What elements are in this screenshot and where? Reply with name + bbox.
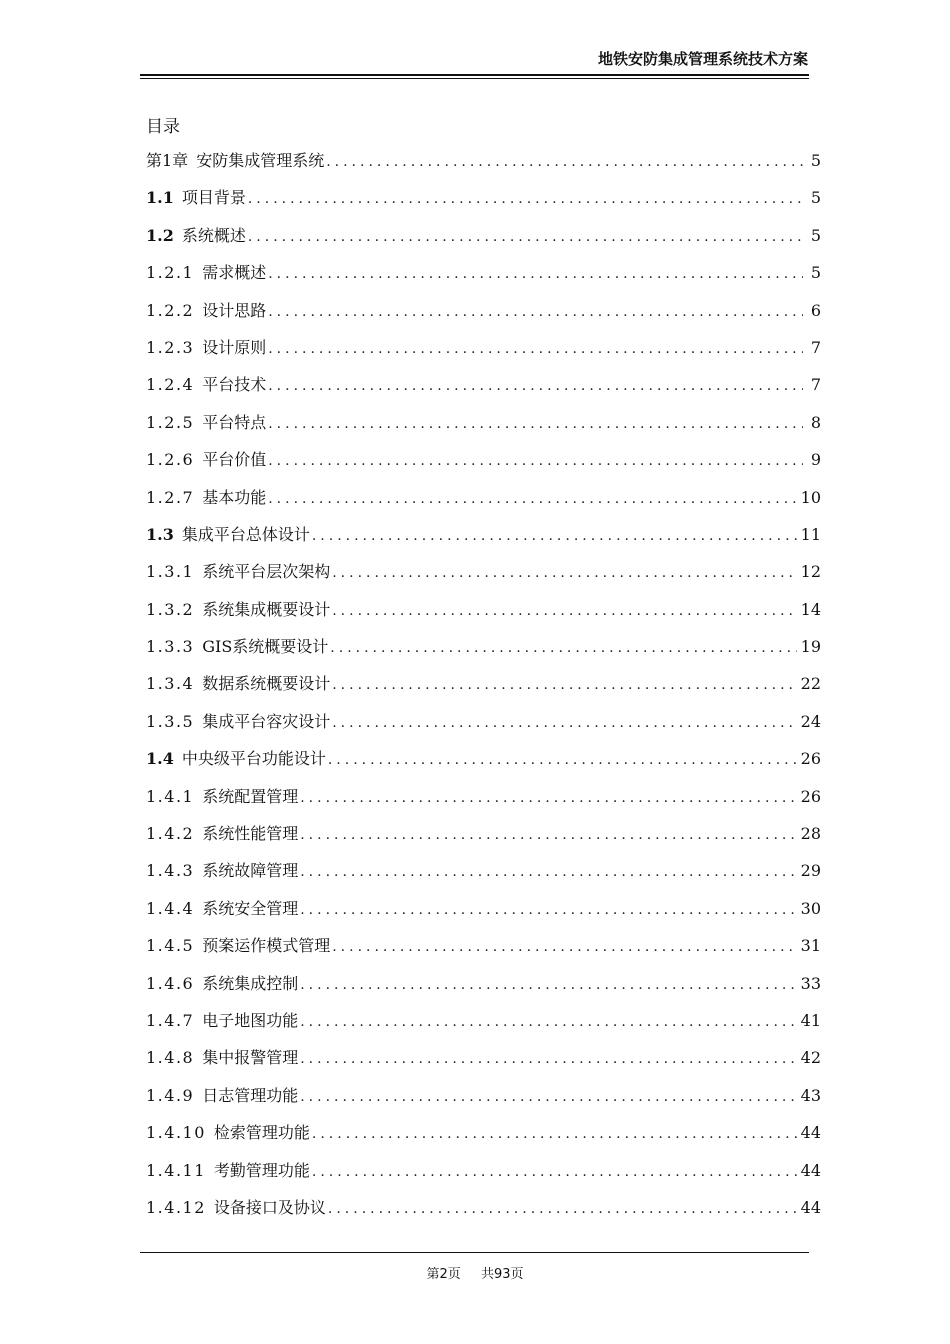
toc-entry-title: 预案运作模式管理: [202, 936, 331, 956]
toc-dot-leader: [330, 630, 796, 667]
toc-entry-page: 8: [810, 412, 821, 432]
toc-dot-leader: [312, 1116, 797, 1153]
toc-dot-leader: [300, 817, 796, 854]
toc-entry-title: 设计思路: [202, 300, 267, 320]
toc-entry-title: 系统集成概要设计: [202, 599, 331, 619]
toc-entry-page: 29: [800, 861, 821, 881]
toc-entry-number: 1.3.5: [146, 711, 195, 731]
toc-entry[interactable]: [146, 254, 823, 291]
toc-entry-number: 1.3.4: [146, 674, 195, 694]
toc-entry-number: 1.2.6: [146, 450, 195, 470]
toc-entry-page: 30: [800, 898, 821, 918]
toc-entry-title: 系统配置管理: [202, 786, 299, 806]
toc-entry-number: 1.3: [146, 524, 174, 544]
toc-entry-page: 11: [800, 524, 821, 544]
toc-entry-number: 1.3.3: [146, 637, 195, 657]
toc-dot-leader: [312, 1154, 797, 1191]
header-rule-thin: [140, 78, 809, 79]
toc-dot-leader: [300, 967, 796, 1004]
toc-dot-leader: [328, 1191, 797, 1228]
toc-entry[interactable]: [146, 628, 823, 665]
toc-entry-page: 10: [800, 487, 821, 507]
toc-dot-leader: [312, 518, 797, 555]
toc-entry[interactable]: [146, 329, 823, 366]
toc-entry-page: 5: [810, 263, 821, 283]
toc-entry-page: 42: [800, 1048, 821, 1068]
toc-entry-page: 6: [810, 300, 821, 320]
toc-entry[interactable]: [146, 591, 823, 628]
toc-entry-number: 1.3.1: [146, 562, 195, 582]
toc-entry-page: 14: [800, 599, 821, 619]
toc-dot-leader: [328, 742, 797, 779]
toc-entry[interactable]: [146, 1039, 823, 1076]
toc-entry-title: 检索管理功能: [213, 1123, 310, 1143]
toc-entry-page: 33: [800, 973, 821, 993]
toc-entry-title: 系统故障管理: [202, 861, 299, 881]
toc-entry-page: 28: [800, 824, 821, 844]
toc-entry-title: 系统平台层次架构: [202, 562, 331, 582]
toc-entry-title: GIS系统概要设计: [202, 637, 329, 657]
toc-entry-number: 1.4: [146, 749, 174, 769]
toc-dot-leader: [300, 1004, 796, 1041]
toc-entry-number: 1.2.4: [146, 375, 195, 395]
toc-dot-leader: [332, 929, 796, 966]
toc-entry-number: 1.4.6: [146, 973, 195, 993]
toc-entry-page: 5: [810, 151, 821, 170]
toc-dot-leader: [268, 443, 803, 480]
toc-entry-number: 1.4.2: [146, 824, 195, 844]
toc-entry-number: 1.4.5: [146, 936, 195, 956]
toc-dot-leader: [300, 1079, 796, 1116]
toc-entry-number: 1.4.7: [146, 1010, 195, 1030]
footer: [0, 1263, 950, 1282]
toc-dot-leader: [248, 181, 803, 218]
toc-entry[interactable]: [146, 553, 823, 590]
toc-dot-leader: [268, 256, 803, 293]
toc-dot-leader: [300, 854, 796, 891]
toc-entry-number: 1.2.1: [146, 263, 195, 283]
toc-entry-title: 设计原则: [202, 337, 267, 357]
toc-dot-leader: [332, 593, 796, 630]
footer-rule: [140, 1252, 809, 1253]
toc-entry-number: 1.4.10: [146, 1123, 206, 1143]
footer-total-pages: 共93页: [480, 1267, 524, 1282]
toc-dot-leader: [268, 406, 803, 443]
toc-entry[interactable]: [146, 965, 823, 1002]
toc-entry[interactable]: [146, 665, 823, 702]
toc-dot-leader: [332, 555, 796, 592]
toc-entry[interactable]: [146, 142, 823, 179]
toc-entry-number: 第1章: [146, 151, 189, 170]
toc-entry-page: 26: [800, 749, 821, 769]
toc-heading: 目录: [146, 117, 180, 137]
toc-entry-title: 集成平台容灾设计: [202, 711, 331, 731]
toc-entry-title: 平台价值: [202, 450, 267, 470]
toc-entry-title: 中央级平台功能设计: [181, 749, 326, 769]
toc-entry-number: 1.4.1: [146, 786, 195, 806]
toc-entry-page: 7: [810, 337, 821, 357]
toc-entry-number: 1.4.11: [146, 1160, 206, 1180]
toc-entry-title: 考勤管理功能: [213, 1160, 310, 1180]
toc-dot-leader: [268, 331, 803, 368]
toc-entry[interactable]: [146, 927, 823, 964]
toc-entry-page: 12: [800, 562, 821, 582]
toc-entry[interactable]: [146, 778, 823, 815]
toc-entry-number: 1.4.12: [146, 1197, 206, 1217]
toc-dot-leader: [248, 219, 803, 256]
toc-entry[interactable]: [146, 404, 823, 441]
toc-entry-page: 44: [800, 1160, 821, 1180]
toc-entry-page: 24: [800, 711, 821, 731]
toc-entry[interactable]: [146, 516, 823, 553]
toc-entry-page: 26: [800, 786, 821, 806]
toc-entry-page: 22: [800, 674, 821, 694]
toc-entry-page: 41: [800, 1010, 821, 1030]
toc-entry-title: 系统安全管理: [202, 898, 299, 918]
toc-entry-title: 安防集成管理系统: [196, 151, 325, 170]
toc-entry-title: 基本功能: [202, 487, 267, 507]
toc-entry-title: 平台特点: [202, 412, 267, 432]
toc-entry-title: 项目背景: [181, 188, 246, 208]
toc-entry[interactable]: [146, 1114, 823, 1151]
toc-dot-leader: [268, 294, 803, 331]
header-rule-thick: [140, 74, 809, 76]
toc-entry-number: 1.3.2: [146, 599, 195, 619]
toc-dot-leader: [326, 144, 803, 181]
toc-dot-leader: [268, 368, 803, 405]
toc-dot-leader: [332, 667, 796, 704]
toc-entry-title: 系统集成控制: [202, 973, 299, 993]
toc-entry[interactable]: [146, 703, 823, 740]
header-title: 地铁安防集成管理系统技术方案: [597, 50, 808, 68]
toc-entry-title: 数据系统概要设计: [202, 674, 331, 694]
toc-entry[interactable]: [146, 890, 823, 927]
toc-dot-leader: [332, 705, 796, 742]
toc-entry-page: 43: [800, 1085, 821, 1105]
toc-dot-leader: [268, 481, 796, 518]
toc-entry[interactable]: [146, 179, 823, 216]
toc-entry[interactable]: [146, 740, 823, 777]
toc-entry-number: 1.2.7: [146, 487, 195, 507]
toc-entry-title: 日志管理功能: [202, 1085, 299, 1105]
toc-entry-page: 19: [800, 637, 821, 657]
toc-entry-title: 电子地图功能: [202, 1010, 299, 1030]
toc-entry-number: 1.2.3: [146, 337, 195, 357]
toc-entry[interactable]: [146, 1152, 823, 1189]
toc-entry[interactable]: [146, 1189, 823, 1226]
toc-entry-title: 设备接口及协议: [213, 1197, 326, 1217]
toc-entry-page: 7: [810, 375, 821, 395]
toc-entry-page: 44: [800, 1123, 821, 1143]
toc-dot-leader: [300, 892, 796, 929]
toc-entry-title: 集成平台总体设计: [181, 524, 310, 544]
toc-entry-number: 1.1: [146, 188, 174, 208]
toc-entry[interactable]: [146, 852, 823, 889]
toc-entry[interactable]: [146, 217, 823, 254]
toc-entry-number: 1.4.3: [146, 861, 195, 881]
toc-dot-leader: [300, 1041, 796, 1078]
toc-entry-title: 系统概述: [181, 225, 246, 245]
toc-entry-number: 1.2: [146, 225, 174, 245]
toc-entry-number: 1.4.4: [146, 898, 195, 918]
table-of-contents: [146, 142, 823, 1226]
toc-entry[interactable]: [146, 1002, 823, 1039]
toc-entry[interactable]: [146, 479, 823, 516]
toc-entry-number: 1.4.9: [146, 1085, 195, 1105]
toc-entry-number: 1.2.5: [146, 412, 195, 432]
toc-entry-number: 1.2.2: [146, 300, 195, 320]
toc-entry[interactable]: [146, 366, 823, 403]
toc-entry-page: 5: [810, 188, 821, 208]
toc-entry-title: 系统性能管理: [202, 824, 299, 844]
toc-entry[interactable]: [146, 292, 823, 329]
toc-entry-page: 5: [810, 225, 821, 245]
toc-entry-page: 44: [800, 1197, 821, 1217]
toc-entry[interactable]: [146, 815, 823, 852]
toc-entry-title: 需求概述: [202, 263, 267, 283]
toc-entry-page: 31: [800, 936, 821, 956]
toc-entry[interactable]: [146, 441, 823, 478]
footer-page-number: 第2页: [426, 1267, 461, 1282]
toc-entry-page: 9: [810, 450, 821, 470]
toc-entry-title: 集中报警管理: [202, 1048, 299, 1068]
toc-entry-title: 平台技术: [202, 375, 267, 395]
toc-entry-number: 1.4.8: [146, 1048, 195, 1068]
toc-dot-leader: [300, 780, 796, 817]
toc-entry[interactable]: [146, 1077, 823, 1114]
